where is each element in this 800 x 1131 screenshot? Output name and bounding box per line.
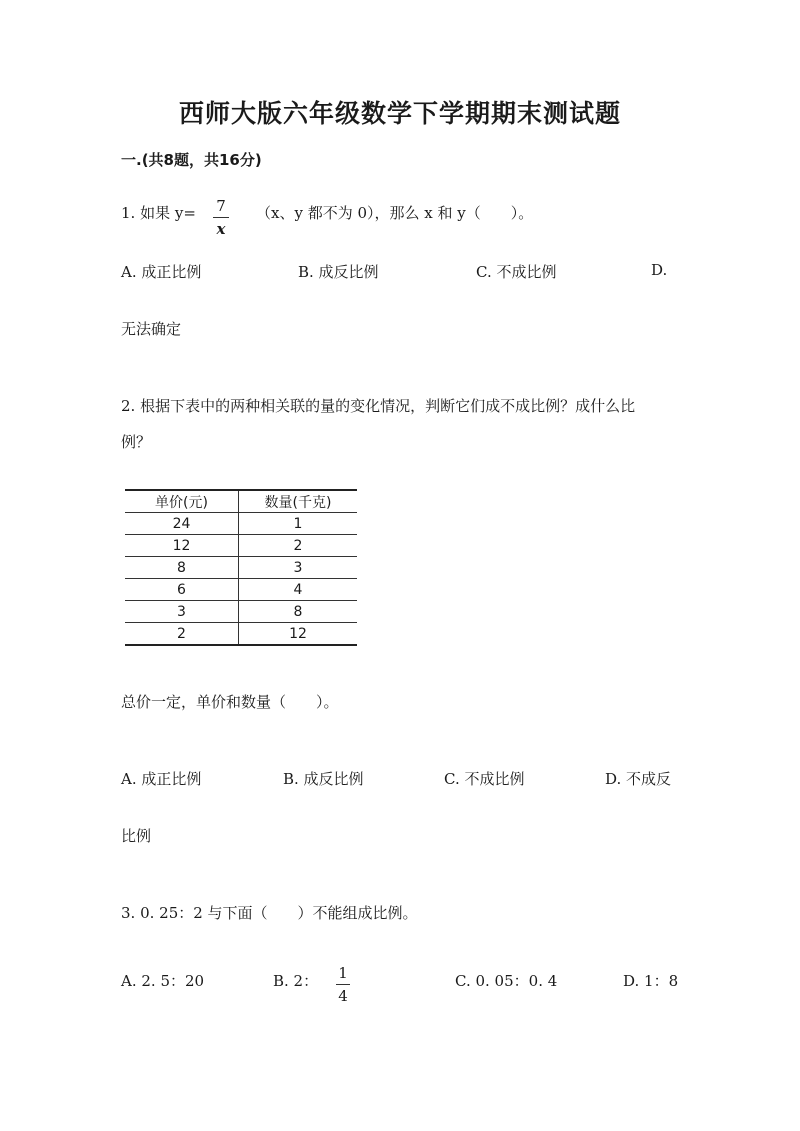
q1-option-d-text[interactable]: 无法确定 [121, 320, 182, 338]
q1-option-a[interactable]: A. 成正比例 [121, 263, 202, 281]
q3-option-d[interactable]: D. 1：8 [623, 972, 679, 990]
table-header-unit-price: 单价(元) [125, 490, 239, 513]
q2-option-d[interactable]: D. 不成反 [605, 770, 672, 788]
q2-option-c[interactable]: C. 不成比例 [444, 770, 525, 788]
q1-fraction [213, 197, 229, 238]
q1-option-d[interactable]: D. [651, 261, 668, 279]
q3-option-a[interactable]: A. 2. 5：20 [121, 972, 205, 990]
q2-option-b[interactable]: B. 成反比例 [283, 770, 364, 788]
q3-option-c[interactable]: C. 0. 05：0. 4 [455, 972, 558, 990]
q2-option-d-text[interactable]: 比例 [121, 827, 152, 845]
table-cell-price: 24 [125, 513, 239, 535]
q2-question: 总价一定，单价和数量（ ）。 [121, 693, 339, 711]
table-row [125, 535, 357, 557]
table-cell-price: 2 [125, 623, 239, 646]
q3-option-b-fraction [336, 964, 350, 1005]
table-cell-quantity: 8 [239, 601, 358, 623]
q1-suffix: （x、y 都不为 0），那么 x 和 y（ ）。 [256, 204, 534, 222]
q1-prefix: 1. 如果 y= [121, 204, 196, 222]
table-row [125, 601, 357, 623]
table-header-row [125, 490, 357, 513]
table-cell-price: 6 [125, 579, 239, 601]
q2-stem-line2: 例？ [121, 433, 152, 451]
q3-fraction-numerator: 1 [338, 964, 348, 982]
table-row [125, 579, 357, 601]
table-cell-price: 3 [125, 601, 239, 623]
table-cell-quantity: 12 [239, 623, 358, 646]
price-quantity-table [125, 489, 357, 646]
section-header: 一.(共8题，共16分) [121, 151, 262, 169]
q2-stem-line1: 2. 根据下表中的两种相关联的量的变化情况，判断它们成不成比例？成什么比 [121, 397, 636, 415]
table-cell-price: 8 [125, 557, 239, 579]
table-header-quantity: 数量(千克) [239, 490, 358, 513]
q1-option-b[interactable]: B. 成反比例 [298, 263, 379, 281]
q3-stem: 3. 0. 25：2 与下面（ ）不能组成比例。 [121, 904, 418, 922]
table-cell-quantity: 3 [239, 557, 358, 579]
table-cell-quantity: 1 [239, 513, 358, 535]
page-title: 西师大版六年级数学下学期期末测试题 [178, 99, 621, 128]
table-row [125, 557, 357, 579]
table-cell-price: 12 [125, 535, 239, 557]
q1-option-c[interactable]: C. 不成比例 [476, 263, 557, 281]
table-cell-quantity: 4 [239, 579, 358, 601]
table-row [125, 623, 357, 646]
table-row [125, 513, 357, 535]
q3-fraction-denominator: 4 [338, 987, 348, 1005]
q3-option-b[interactable]: B. 2： [273, 972, 319, 990]
q1-fraction-denominator: x [216, 220, 226, 238]
q1-fraction-numerator: 7 [216, 197, 226, 215]
table-cell-quantity: 2 [239, 535, 358, 557]
q2-option-a[interactable]: A. 成正比例 [121, 770, 202, 788]
